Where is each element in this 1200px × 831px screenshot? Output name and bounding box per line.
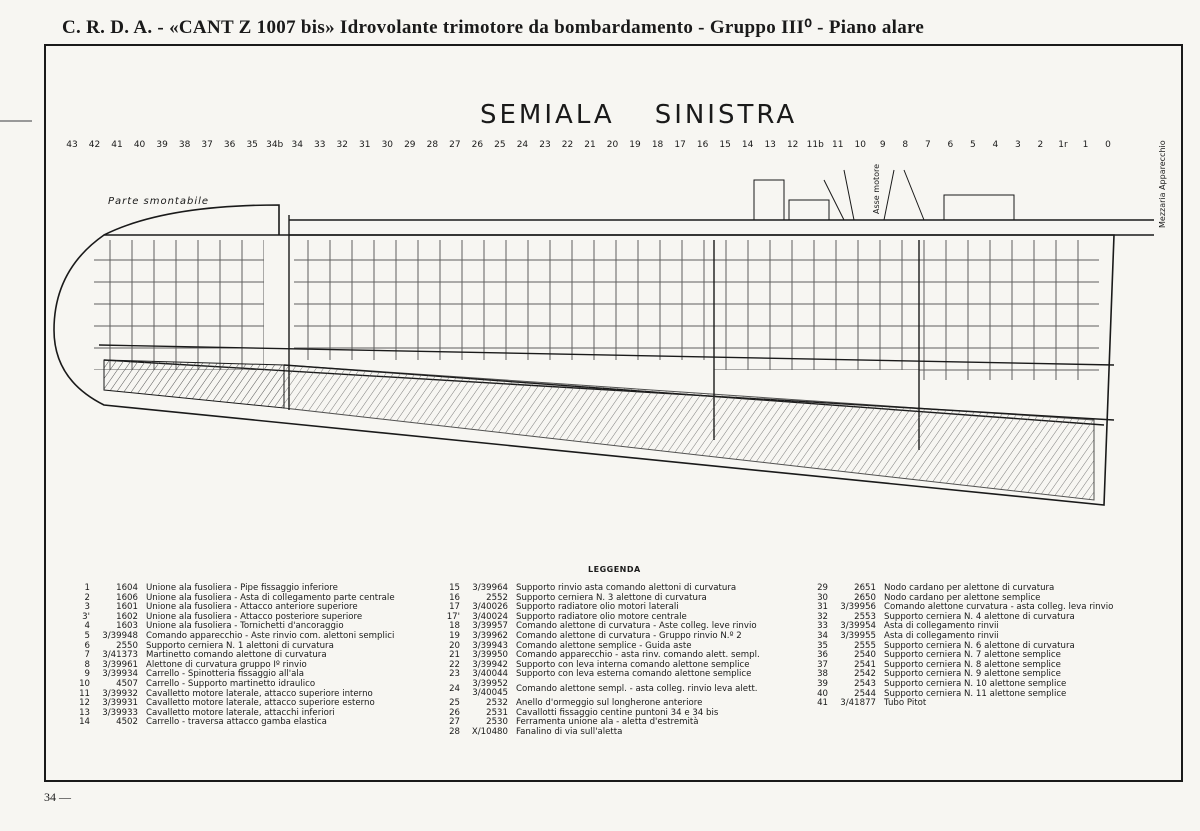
rib-number: 28	[426, 140, 439, 150]
legend-code: 3/39962	[472, 630, 508, 641]
legend-code: 2531	[486, 707, 508, 718]
legend-description: Fanalino di via sull'aletta	[516, 726, 623, 737]
legend-row	[430, 680, 760, 699]
drawing-title	[480, 100, 797, 130]
rib-number: 18	[651, 140, 664, 150]
rib-number: 12	[786, 140, 799, 150]
rib-number: 16	[696, 140, 709, 150]
rib-number: 11b	[806, 140, 824, 150]
aileron-hatched-area	[104, 360, 1094, 500]
legend-number: 40	[817, 688, 828, 699]
legend-number: 35	[817, 640, 828, 651]
legend-number: 31	[817, 602, 828, 613]
legend-code: 1606	[116, 592, 138, 603]
legend-description: Carrello - traversa attacco gamba elastica	[146, 717, 327, 728]
legend-code: 3/39957	[472, 621, 508, 632]
rib-number: 13	[764, 140, 776, 150]
legend-description: Supporto cerniera N. 1 alettoni di curvatura	[146, 640, 334, 651]
legend-code: 3/41877	[840, 698, 876, 709]
legend-number: 34	[817, 630, 828, 641]
legend-number: 23	[449, 669, 460, 680]
legend-code: 2550	[116, 640, 138, 651]
legend-code: 2532	[486, 697, 508, 708]
legend-description: Nodo cardano per alettone semplice	[884, 592, 1041, 603]
rib-number: 34	[291, 140, 303, 150]
legend-code: 3/39964	[472, 583, 508, 593]
rib-number: 1	[1082, 140, 1089, 150]
legend-code: 1602	[116, 611, 138, 622]
rib-number: 32	[336, 140, 348, 150]
rib-number: 1r	[1058, 140, 1068, 150]
legend-number: 17	[449, 602, 460, 613]
drawing-title-left: SEMIALA	[480, 100, 615, 130]
rib-number: 31	[359, 140, 371, 150]
legend-row	[798, 699, 1113, 709]
legend-description: Unione ala fusoliera - Attacco posteriore superiore	[146, 611, 363, 622]
legend-number: 8	[84, 659, 90, 670]
drawing-title-right: SINISTRA	[654, 100, 798, 130]
legend-title: LEGGENDA	[588, 565, 641, 574]
legend-column-2	[430, 584, 760, 737]
legend-number: 33	[817, 621, 828, 632]
rib-number: 23	[539, 140, 551, 150]
legend-code: 3/39954	[840, 621, 876, 632]
legend-number: 25	[449, 697, 460, 708]
legend-number: 13	[79, 707, 90, 718]
rib-number: 7	[924, 140, 931, 150]
legend-code: 2555	[854, 640, 876, 651]
legend-number: 16	[449, 592, 460, 603]
legend-number: 36	[817, 650, 828, 661]
legend-number: 27	[449, 717, 460, 728]
legend-description: Alettone di curvatura gruppo Iº rinvio	[146, 659, 307, 670]
rib-number: 0	[1105, 140, 1111, 150]
legend-description: Supporto cerniera N. 10 alettone semplice	[884, 678, 1067, 689]
rib-number: 43	[66, 140, 78, 150]
legend-description: Comando alettone sempl. - asta colleg. rinvio leva alett.	[516, 683, 758, 694]
legend-column-1	[60, 584, 395, 728]
legend-number: 6	[84, 640, 90, 651]
rib-number: 25	[494, 140, 506, 150]
legend-number: 4	[84, 621, 90, 632]
rib-number: 29	[404, 140, 416, 150]
rib-number: 26	[471, 140, 484, 150]
legend-description: Supporto cerniera N. 8 alettone semplice	[884, 659, 1061, 670]
rib-number: 40	[133, 140, 146, 150]
legend-code: 4502	[116, 717, 138, 728]
asse-motore-label: Asse motore	[872, 163, 881, 214]
legend-number: 2	[84, 592, 90, 603]
legend-code: 2544	[854, 688, 876, 699]
legend-number: 22	[449, 659, 460, 670]
scan-margin-mark	[0, 120, 32, 122]
legend-code: 3/39950	[472, 650, 508, 661]
legend-number: 11	[79, 688, 90, 699]
page-number: 34 —	[44, 790, 71, 804]
rib-number: 39	[156, 140, 168, 150]
rib-number: 20	[606, 140, 619, 150]
legend-number: 12	[79, 698, 90, 709]
legend-description: Supporto cerniera N. 7 alettone semplice	[884, 650, 1061, 661]
legend-code: 1603	[116, 621, 138, 632]
legend-code: 3/39931	[102, 698, 138, 709]
wing-drawing	[44, 150, 1164, 520]
legend-code: 3/41373	[102, 650, 138, 661]
legend-code: 2542	[854, 669, 876, 680]
rib-number: 34b	[266, 140, 284, 150]
legend-code: 3/39934	[102, 669, 138, 680]
legend-number: 10	[79, 678, 90, 689]
rib-number: 35	[246, 140, 258, 150]
rib-number: 24	[516, 140, 529, 150]
rib-number: 19	[629, 140, 641, 150]
legend-number: 39	[817, 678, 828, 689]
legend-number: 1	[84, 583, 90, 593]
rib-number: 27	[449, 140, 461, 150]
legend-description: Unione ala fusoliera - Tornichetti d'ancoraggio	[146, 621, 344, 632]
legend-row	[60, 718, 395, 728]
rib-number: 22	[561, 140, 574, 150]
rib-number: 14	[741, 140, 754, 150]
rib-number: 8	[902, 140, 909, 150]
legend-description: Cavalletto motore laterale, attacco superiore esterno	[146, 698, 375, 709]
legend-code: 2651	[854, 583, 876, 593]
legend-number: 37	[817, 659, 828, 670]
rib-number: 17	[674, 140, 686, 150]
legend-code: 3/40026	[472, 602, 508, 613]
legend-code: 4507	[116, 678, 138, 689]
legend-description: Supporto radiatore olio motore centrale	[516, 611, 687, 622]
legend-number: 26	[449, 707, 460, 718]
rib-number: 5	[969, 140, 976, 150]
legend-code: 3/39932	[102, 688, 138, 699]
legend-description: Comando alettone curvatura - asta colleg. leva rinvio	[884, 602, 1114, 613]
legend-number: 15	[449, 583, 460, 593]
legend-number: 5	[84, 630, 90, 641]
legend-code: 3/39955	[840, 630, 876, 641]
legend-code: 1601	[116, 602, 138, 613]
legend-number: 24	[449, 683, 460, 694]
legend-description: Supporto cerniera N. 6 alettone di curvatura	[884, 640, 1075, 651]
legend-code: 3/40044	[472, 669, 508, 680]
legend-description: Unione ala fusoliera - Attacco anteriore superiore	[146, 602, 358, 613]
legend-code: X/10480	[471, 726, 508, 737]
legend-code: 2530	[486, 717, 508, 728]
legend-description: Ferramenta unione ala - aletta d'estremità	[516, 717, 699, 728]
rib-number: 9	[879, 140, 886, 150]
legend-code: 2650	[854, 592, 876, 603]
legend-description: Unione ala fusoliera - Pipe fissaggio inferiore	[146, 583, 338, 593]
legend-description: Supporto cerniera N. 3 alettone di curvatura	[516, 592, 707, 603]
rib-number: 4	[992, 140, 999, 150]
legend-description: Carrello - Spinotteria fissaggio all'ala	[146, 669, 305, 680]
legend-code: 3/39933	[102, 707, 138, 718]
legend-number: 17'	[446, 611, 460, 622]
legend-code: 3/39961	[102, 659, 138, 670]
legend-number: 7	[84, 650, 90, 661]
legend-description: Anello d'ormeggio sul longherone anteriore	[516, 697, 703, 708]
legend-description: Supporto cerniera N. 9 alettone semplice	[884, 669, 1061, 680]
legend-description: Comando alettone di curvatura - Gruppo rinvio N.º 2	[516, 630, 742, 641]
legend-description: Cavalletto motore laterale, attacchi inferiori	[146, 707, 335, 718]
legend-number: 18	[449, 621, 460, 632]
legend-description: Martinetto comando alettone di curvatura	[146, 650, 327, 661]
legend-number: 28	[449, 726, 460, 737]
mezzaria-label: Mezzaria Apparecchio	[1158, 140, 1167, 228]
legend-description: Cavalletto motore laterale, attacco superiore interno	[146, 688, 373, 699]
rib-number: 30	[381, 140, 394, 150]
legend-description: Cavallotti fissaggio centine puntoni 34 e 34 bis	[516, 707, 719, 718]
legend-number: 14	[79, 717, 90, 728]
legend-number: 19	[449, 630, 460, 641]
legend-description: Comando apparecchio - asta rinv. comando alett. sempl.	[516, 650, 760, 661]
legend-number: 3	[84, 602, 90, 613]
legend-description: Supporto cerniera N. 4 alettone di curvatura	[884, 611, 1075, 622]
legend-description: Carrello - Supporto martinetto idraulico	[146, 678, 316, 689]
rib-number: 36	[223, 140, 236, 150]
legend-number: 9	[84, 669, 90, 680]
legend-number: 30	[817, 592, 828, 603]
legend-description: Supporto con leva esterna comando alettone semplice	[516, 669, 752, 680]
legend-code: 3/39943	[472, 640, 508, 651]
rib-number: 15	[719, 140, 731, 150]
rib-number: 11	[832, 140, 844, 150]
rib-number: 2	[1037, 140, 1044, 150]
engine-mounts	[754, 170, 1014, 220]
rib-number: 37	[201, 140, 213, 150]
legend-description: Asta di collegamento rinvii	[884, 630, 999, 641]
legend-code: 3/39948	[102, 630, 138, 641]
rib-number: 21	[584, 140, 596, 150]
legend-number: 32	[817, 611, 828, 622]
legend-code: 3/39942	[472, 659, 508, 670]
legend-description: Comando alettone di curvatura - Aste colleg. leve rinvio	[516, 621, 757, 632]
legend-description: Supporto rinvio asta comando alettoni di curvatura	[516, 583, 737, 593]
rib-number: 10	[854, 140, 866, 150]
rib-number: 33	[314, 140, 326, 150]
legend-code: 2552	[486, 592, 508, 603]
legend-number: 38	[817, 669, 828, 680]
legend-row	[430, 728, 760, 738]
legend-description: Comando apparecchio - Aste rinvio com. alettoni semplici	[146, 630, 395, 641]
legend-number: 3'	[82, 611, 90, 622]
legend-code: 3/39956	[840, 602, 876, 613]
legend-number: 41	[817, 698, 828, 709]
legend-description: Asta di collegamento rinvii	[884, 621, 999, 632]
rib-number: 3	[1015, 140, 1021, 150]
legend-description: Tubo Pitot	[884, 698, 927, 709]
wing-structure-grid	[94, 240, 1099, 380]
legend-description: Unione ala fusoliera - Asta di collegamento parte centrale	[146, 592, 395, 603]
legend-code: 2541	[854, 659, 876, 670]
parte-smontabile-label: Parte smontabile	[108, 196, 210, 207]
legend-description: Supporto con leva interna comando alettone semplice	[516, 659, 750, 670]
legend-column-3	[798, 584, 1113, 709]
rib-number: 6	[947, 140, 954, 150]
legend-description: Supporto cerniera N. 11 alettone semplice	[884, 688, 1067, 699]
legend-code: 1604	[116, 583, 138, 593]
legend-code: 3/40024	[472, 611, 508, 622]
legend-number: 20	[449, 640, 460, 651]
legend-description: Nodo cardano per alettone di curvatura	[884, 583, 1055, 593]
legend-description: Comando alettone semplice - Guida aste	[516, 640, 692, 651]
rib-number: 38	[178, 140, 191, 150]
rib-number: 42	[88, 140, 101, 150]
legend-code: 2540	[854, 650, 876, 661]
rib-number: 41	[111, 140, 123, 150]
legend-number: 29	[817, 583, 828, 593]
legend-number: 21	[449, 650, 460, 661]
legend-code: 3/39952 3/40045	[472, 678, 508, 699]
legend-description: Supporto radiatore olio motori laterali	[516, 602, 679, 613]
legend-code: 2543	[854, 678, 876, 689]
legend-code: 2553	[854, 611, 876, 622]
page-header: C. R. D. A. - «CANT Z 1007 bis» Idrovolante trimotore da bombardamento - Gruppo III⁰ - Piano alare	[62, 17, 925, 38]
